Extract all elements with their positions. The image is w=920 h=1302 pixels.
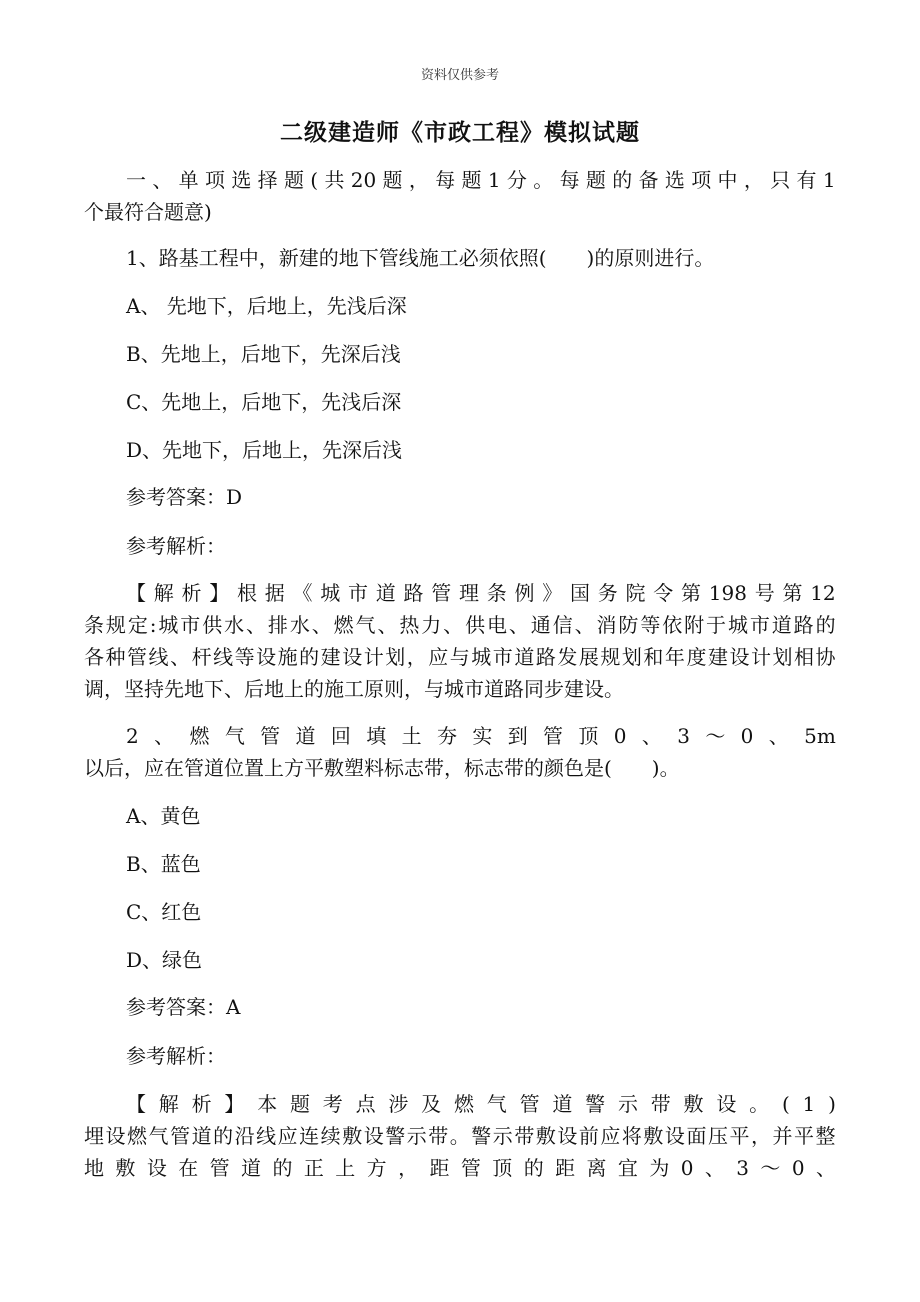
glyph: ， — [408, 168, 429, 192]
glyph: 《 — [292, 581, 313, 605]
glyph: 于 — [706, 613, 727, 637]
glyph: 1 — [822, 168, 836, 192]
glyph: 杆 — [191, 645, 212, 669]
question-2-answer: 参考答案：A — [126, 995, 241, 1019]
glyph: : — [149, 613, 157, 637]
glyph: 备 — [638, 168, 659, 192]
glyph: 年 — [664, 645, 685, 669]
glyph: 、 — [246, 613, 266, 637]
question-2-stem-line-2: 以后，应在管道位置上方平敷塑料标志带，标志带的颜色是( )。 — [84, 756, 680, 780]
glyph: 、 — [574, 613, 595, 637]
glyph: 题 — [289, 1092, 310, 1116]
glyph: 建 — [707, 645, 728, 669]
glyph: 根 — [237, 581, 257, 605]
glyph: 市 — [492, 645, 513, 669]
glyph: 单 — [178, 168, 199, 192]
glyph: 院 — [625, 581, 646, 605]
glyph: 计 — [750, 645, 771, 669]
glyph: 带 — [514, 1124, 535, 1148]
glyph: 平 — [794, 1124, 815, 1148]
glyph: 城 — [158, 613, 179, 637]
glyph: 气 — [355, 613, 376, 637]
glyph: 水 — [224, 613, 245, 637]
glyph: 考 — [322, 1092, 343, 1116]
glyph: 设 — [363, 1124, 384, 1148]
glyph: 涉 — [388, 1092, 409, 1116]
glyph: 路 — [793, 613, 814, 637]
glyph: 城 — [727, 613, 748, 637]
glyph: 共 — [324, 168, 345, 192]
glyph: 排 — [267, 613, 288, 637]
glyph: 选 — [664, 168, 685, 192]
glyph: 示 — [492, 1124, 513, 1148]
glyph: 。 — [533, 168, 554, 192]
glyph: 、 — [768, 724, 789, 748]
glyph: 等 — [640, 613, 661, 637]
glyph: 协 — [815, 645, 836, 669]
glyph: 敷 — [115, 1156, 136, 1180]
glyph: 施 — [277, 645, 298, 669]
glyph: 市 — [180, 613, 201, 637]
glyph: 解 — [153, 581, 174, 605]
question-2-analysis-line-2 — [84, 1120, 836, 1152]
glyph: 2 — [126, 724, 139, 748]
glyph: 敷 — [683, 1092, 704, 1116]
glyph: 条 — [486, 581, 507, 605]
glyph: ， — [406, 645, 427, 669]
glyph: 、 — [641, 724, 662, 748]
glyph: 划 — [621, 645, 642, 669]
glyph: 、 — [443, 613, 464, 637]
glyph: ) — [828, 1092, 836, 1116]
glyph: 正 — [303, 1156, 324, 1180]
glyph: 第 — [681, 581, 701, 605]
glyph: 有 — [796, 168, 817, 192]
glyph: 【 — [126, 1092, 146, 1116]
glyph: 城 — [471, 645, 492, 669]
question-2-analysis-line-1 — [126, 1088, 836, 1120]
glyph: 回 — [330, 724, 351, 748]
glyph: 建 — [320, 645, 341, 669]
glyph: 气 — [486, 1092, 507, 1116]
glyph: 、 — [152, 168, 173, 192]
glyph: 。 — [749, 1092, 770, 1116]
glyph: 本 — [257, 1092, 278, 1116]
glyph: 通 — [530, 613, 551, 637]
glyph: 消 — [596, 613, 617, 637]
glyph: 整 — [815, 1124, 836, 1148]
glyph: 市 — [348, 581, 368, 605]
glyph: 设 — [105, 1124, 126, 1148]
glyph: 0 — [791, 1156, 805, 1180]
glyph: 应 — [277, 1124, 298, 1148]
glyph: 管 — [519, 1092, 540, 1116]
glyph: 热 — [399, 613, 420, 637]
glyph: ， — [743, 168, 764, 192]
glyph: 与 — [449, 645, 470, 669]
glyph: 道 — [375, 581, 396, 605]
glyph: 【 — [126, 581, 146, 605]
glyph: 、 — [170, 645, 191, 669]
glyph: 每 — [435, 168, 456, 192]
glyph: 3 — [736, 1156, 749, 1180]
glyph: 气 — [148, 1124, 169, 1148]
glyph: 的 — [612, 168, 633, 192]
glyph: 的 — [523, 1156, 544, 1180]
glyph: 0 — [613, 724, 627, 748]
glyph: 管 — [260, 724, 281, 748]
glyph: 划 — [385, 645, 406, 669]
question-1-stem: 1、路基工程中，新建的地下管线施工必须依照( )的原则进行。 — [126, 246, 715, 270]
glyph: 信 — [552, 613, 573, 637]
glyph: 度 — [686, 645, 707, 669]
glyph: 规 — [600, 645, 621, 669]
glyph: 的 — [213, 1124, 234, 1148]
glyph: 择 — [257, 168, 278, 192]
glyph: 示 — [406, 1124, 427, 1148]
glyph: 点 — [355, 1092, 376, 1116]
glyph: 第 — [782, 581, 803, 605]
glyph: 将 — [621, 1124, 642, 1148]
glyph: 5m — [804, 724, 836, 748]
glyph: 距 — [429, 1156, 450, 1180]
glyph: ， — [398, 1156, 419, 1180]
glyph: 、 — [704, 1156, 725, 1180]
glyph: 中 — [717, 168, 738, 192]
question-2-option-d: D、绿色 — [126, 948, 203, 972]
glyph: 理 — [459, 581, 479, 605]
glyph: 应 — [600, 1124, 621, 1148]
glyph: 管 — [209, 1156, 230, 1180]
glyph: 每 — [559, 168, 580, 192]
glyph: 连 — [299, 1124, 320, 1148]
question-1-analysis-label: 参考解析： — [126, 534, 226, 558]
glyph: 夯 — [436, 724, 457, 748]
glyph: 警 — [471, 1124, 492, 1148]
glyph: 土 — [401, 724, 422, 748]
glyph: ～ — [760, 1156, 781, 1180]
glyph: 相 — [794, 645, 815, 669]
glyph: 解 — [158, 1092, 179, 1116]
glyph: 的 — [299, 645, 320, 669]
glyph: 市 — [749, 613, 770, 637]
glyph: 带 — [650, 1092, 671, 1116]
glyph: 敷 — [535, 1124, 556, 1148]
glyph: 0 — [740, 724, 754, 748]
glyph: 令 — [653, 581, 674, 605]
glyph: 离 — [586, 1156, 607, 1180]
glyph: 警 — [385, 1124, 406, 1148]
glyph: 0 — [680, 1156, 694, 1180]
glyph: 管 — [170, 1124, 191, 1148]
glyph: 务 — [597, 581, 618, 605]
glyph: 1 — [487, 168, 501, 192]
glyph: 线 — [256, 1124, 277, 1148]
glyph: 道 — [191, 1124, 212, 1148]
glyph: 防 — [618, 613, 639, 637]
glyph: 依 — [662, 613, 683, 637]
glyph: 设 — [146, 1156, 167, 1180]
glyph: 燃 — [333, 613, 354, 637]
question-1-option-d: D、先地下，后地上，先深后浅 — [126, 438, 403, 462]
glyph: 号 — [754, 581, 775, 605]
glyph: 析 — [181, 581, 202, 605]
glyph: 路 — [535, 645, 556, 669]
glyph: 、 — [154, 724, 175, 748]
glyph: 电 — [486, 613, 507, 637]
glyph: 3 — [677, 724, 690, 748]
glyph: ， — [750, 1124, 771, 1148]
question-1-option-b: B、先地上，后地下，先深后浅 — [126, 342, 401, 366]
glyph: 题 — [283, 168, 304, 192]
glyph: 在 — [178, 1156, 199, 1180]
glyph: 顶 — [578, 724, 599, 748]
glyph: 为 — [649, 1156, 670, 1180]
glyph: 燃 — [453, 1092, 474, 1116]
glyph: 分 — [506, 168, 527, 192]
glyph: 】 — [209, 581, 230, 605]
glyph: 路 — [403, 581, 424, 605]
question-2-option-b: B、蓝色 — [126, 852, 201, 876]
question-2-option-a: A、黄色 — [126, 804, 201, 828]
question-1-analysis-line-2 — [84, 609, 836, 641]
glyph: 设 — [342, 645, 363, 669]
glyph: 只 — [770, 168, 791, 192]
glyph: 项 — [691, 168, 712, 192]
glyph: 管 — [460, 1156, 481, 1180]
glyph: 道 — [552, 1092, 573, 1116]
glyph: 据 — [264, 581, 285, 605]
glyph: 应 — [428, 645, 449, 669]
glyph: 燃 — [189, 724, 210, 748]
glyph: 设 — [729, 645, 750, 669]
question-1-answer: 参考答案：D — [126, 485, 243, 509]
glyph: 续 — [320, 1124, 341, 1148]
question-1-option-a: A、 先地下，后地上，先浅后深 — [126, 294, 407, 318]
glyph: 道 — [241, 1156, 262, 1180]
glyph: 水 — [289, 613, 310, 637]
section-heading-line-1 — [126, 164, 836, 196]
glyph: 到 — [507, 724, 528, 748]
glyph: ( — [781, 1092, 790, 1116]
glyph: 的 — [815, 613, 836, 637]
glyph: ～ — [705, 724, 726, 748]
glyph: 析 — [191, 1092, 212, 1116]
glyph: 敷 — [643, 1124, 664, 1148]
page-header: 资料仅供参考 — [420, 68, 499, 83]
glyph: 、 — [377, 613, 398, 637]
glyph: 城 — [320, 581, 341, 605]
glyph: 】 — [224, 1092, 245, 1116]
glyph: 划 — [772, 645, 793, 669]
glyph: 并 — [772, 1124, 793, 1148]
glyph: 的 — [272, 1156, 293, 1180]
glyph: 、 — [311, 613, 332, 637]
glyph: 题 — [382, 168, 403, 192]
glyph: 、 — [508, 613, 529, 637]
question-2-analysis-line-3 — [84, 1152, 836, 1184]
glyph: 上 — [335, 1156, 356, 1180]
glyph: 、 — [815, 1156, 836, 1180]
question-2-option-c: C、红色 — [126, 900, 202, 924]
glyph: 展 — [578, 645, 599, 669]
glyph: 带 — [428, 1124, 449, 1148]
glyph: 警 — [585, 1092, 606, 1116]
glyph: 沿 — [234, 1124, 255, 1148]
glyph: 设 — [664, 1124, 685, 1148]
glyph: 12 — [810, 581, 836, 605]
glyph: 一 — [126, 168, 146, 192]
glyph: 宜 — [617, 1156, 638, 1180]
glyph: 管 — [431, 581, 452, 605]
glyph: 198 — [708, 581, 747, 605]
glyph: 设 — [716, 1092, 737, 1116]
glyph: 道 — [514, 645, 535, 669]
glyph: 埋 — [84, 1124, 104, 1148]
glyph: 线 — [213, 645, 234, 669]
glyph: 管 — [127, 645, 148, 669]
glyph: 供 — [202, 613, 223, 637]
glyph: 和 — [643, 645, 664, 669]
glyph: 实 — [472, 724, 493, 748]
glyph: 附 — [684, 613, 705, 637]
glyph: 题 — [585, 168, 606, 192]
glyph: 定 — [127, 613, 148, 637]
glyph: 国 — [570, 581, 590, 605]
glyph: 项 — [204, 168, 225, 192]
question-2-stem-line-1 — [126, 720, 836, 752]
glyph: 面 — [686, 1124, 707, 1148]
glyph: 及 — [421, 1092, 442, 1116]
glyph: 发 — [557, 645, 578, 669]
question-1-option-c: C、先地上，后地下，先浅后深 — [126, 390, 402, 414]
glyph: 管 — [543, 724, 564, 748]
glyph: 气 — [224, 724, 245, 748]
glyph: 》 — [542, 581, 563, 605]
glyph: 力 — [421, 613, 442, 637]
glyph: 道 — [771, 613, 792, 637]
glyph: 例 — [514, 581, 535, 605]
glyph: 条 — [84, 613, 104, 637]
glyph: 1 — [802, 1092, 816, 1116]
glyph: ( — [310, 168, 319, 192]
glyph: 填 — [366, 724, 387, 748]
glyph: 燃 — [127, 1124, 148, 1148]
glyph: 敷 — [342, 1124, 363, 1148]
glyph: 顶 — [492, 1156, 513, 1180]
glyph: 前 — [578, 1124, 599, 1148]
glyph: 种 — [105, 645, 126, 669]
glyph: 平 — [729, 1124, 750, 1148]
question-1-analysis-line-1 — [126, 577, 836, 609]
glyph: 选 — [231, 168, 252, 192]
question-1-analysis-line-3 — [84, 641, 836, 673]
glyph: 等 — [234, 645, 255, 669]
glyph: 。 — [449, 1124, 470, 1148]
document-title: 二级建造师《市政工程》模拟试题 — [280, 119, 640, 146]
glyph: 道 — [295, 724, 316, 748]
glyph: 地 — [84, 1156, 104, 1180]
glyph: 20 — [350, 168, 377, 192]
question-2-analysis-label: 参考解析： — [126, 1044, 226, 1068]
question-1-analysis-line-4: 调，坚持先地下、后地上的施工原则，与城市道路同步建设。 — [84, 677, 624, 701]
section-heading-line-2: 个最符合题意) — [84, 200, 212, 224]
glyph: 供 — [465, 613, 486, 637]
glyph: 示 — [617, 1092, 638, 1116]
glyph: 设 — [557, 1124, 578, 1148]
glyph: 各 — [84, 645, 104, 669]
glyph: 设 — [256, 645, 277, 669]
glyph: 方 — [366, 1156, 387, 1180]
glyph: 规 — [105, 613, 126, 637]
glyph: 压 — [707, 1124, 728, 1148]
glyph: 计 — [363, 645, 384, 669]
glyph: 线 — [148, 645, 169, 669]
glyph: 距 — [555, 1156, 576, 1180]
glyph: 题 — [461, 168, 482, 192]
